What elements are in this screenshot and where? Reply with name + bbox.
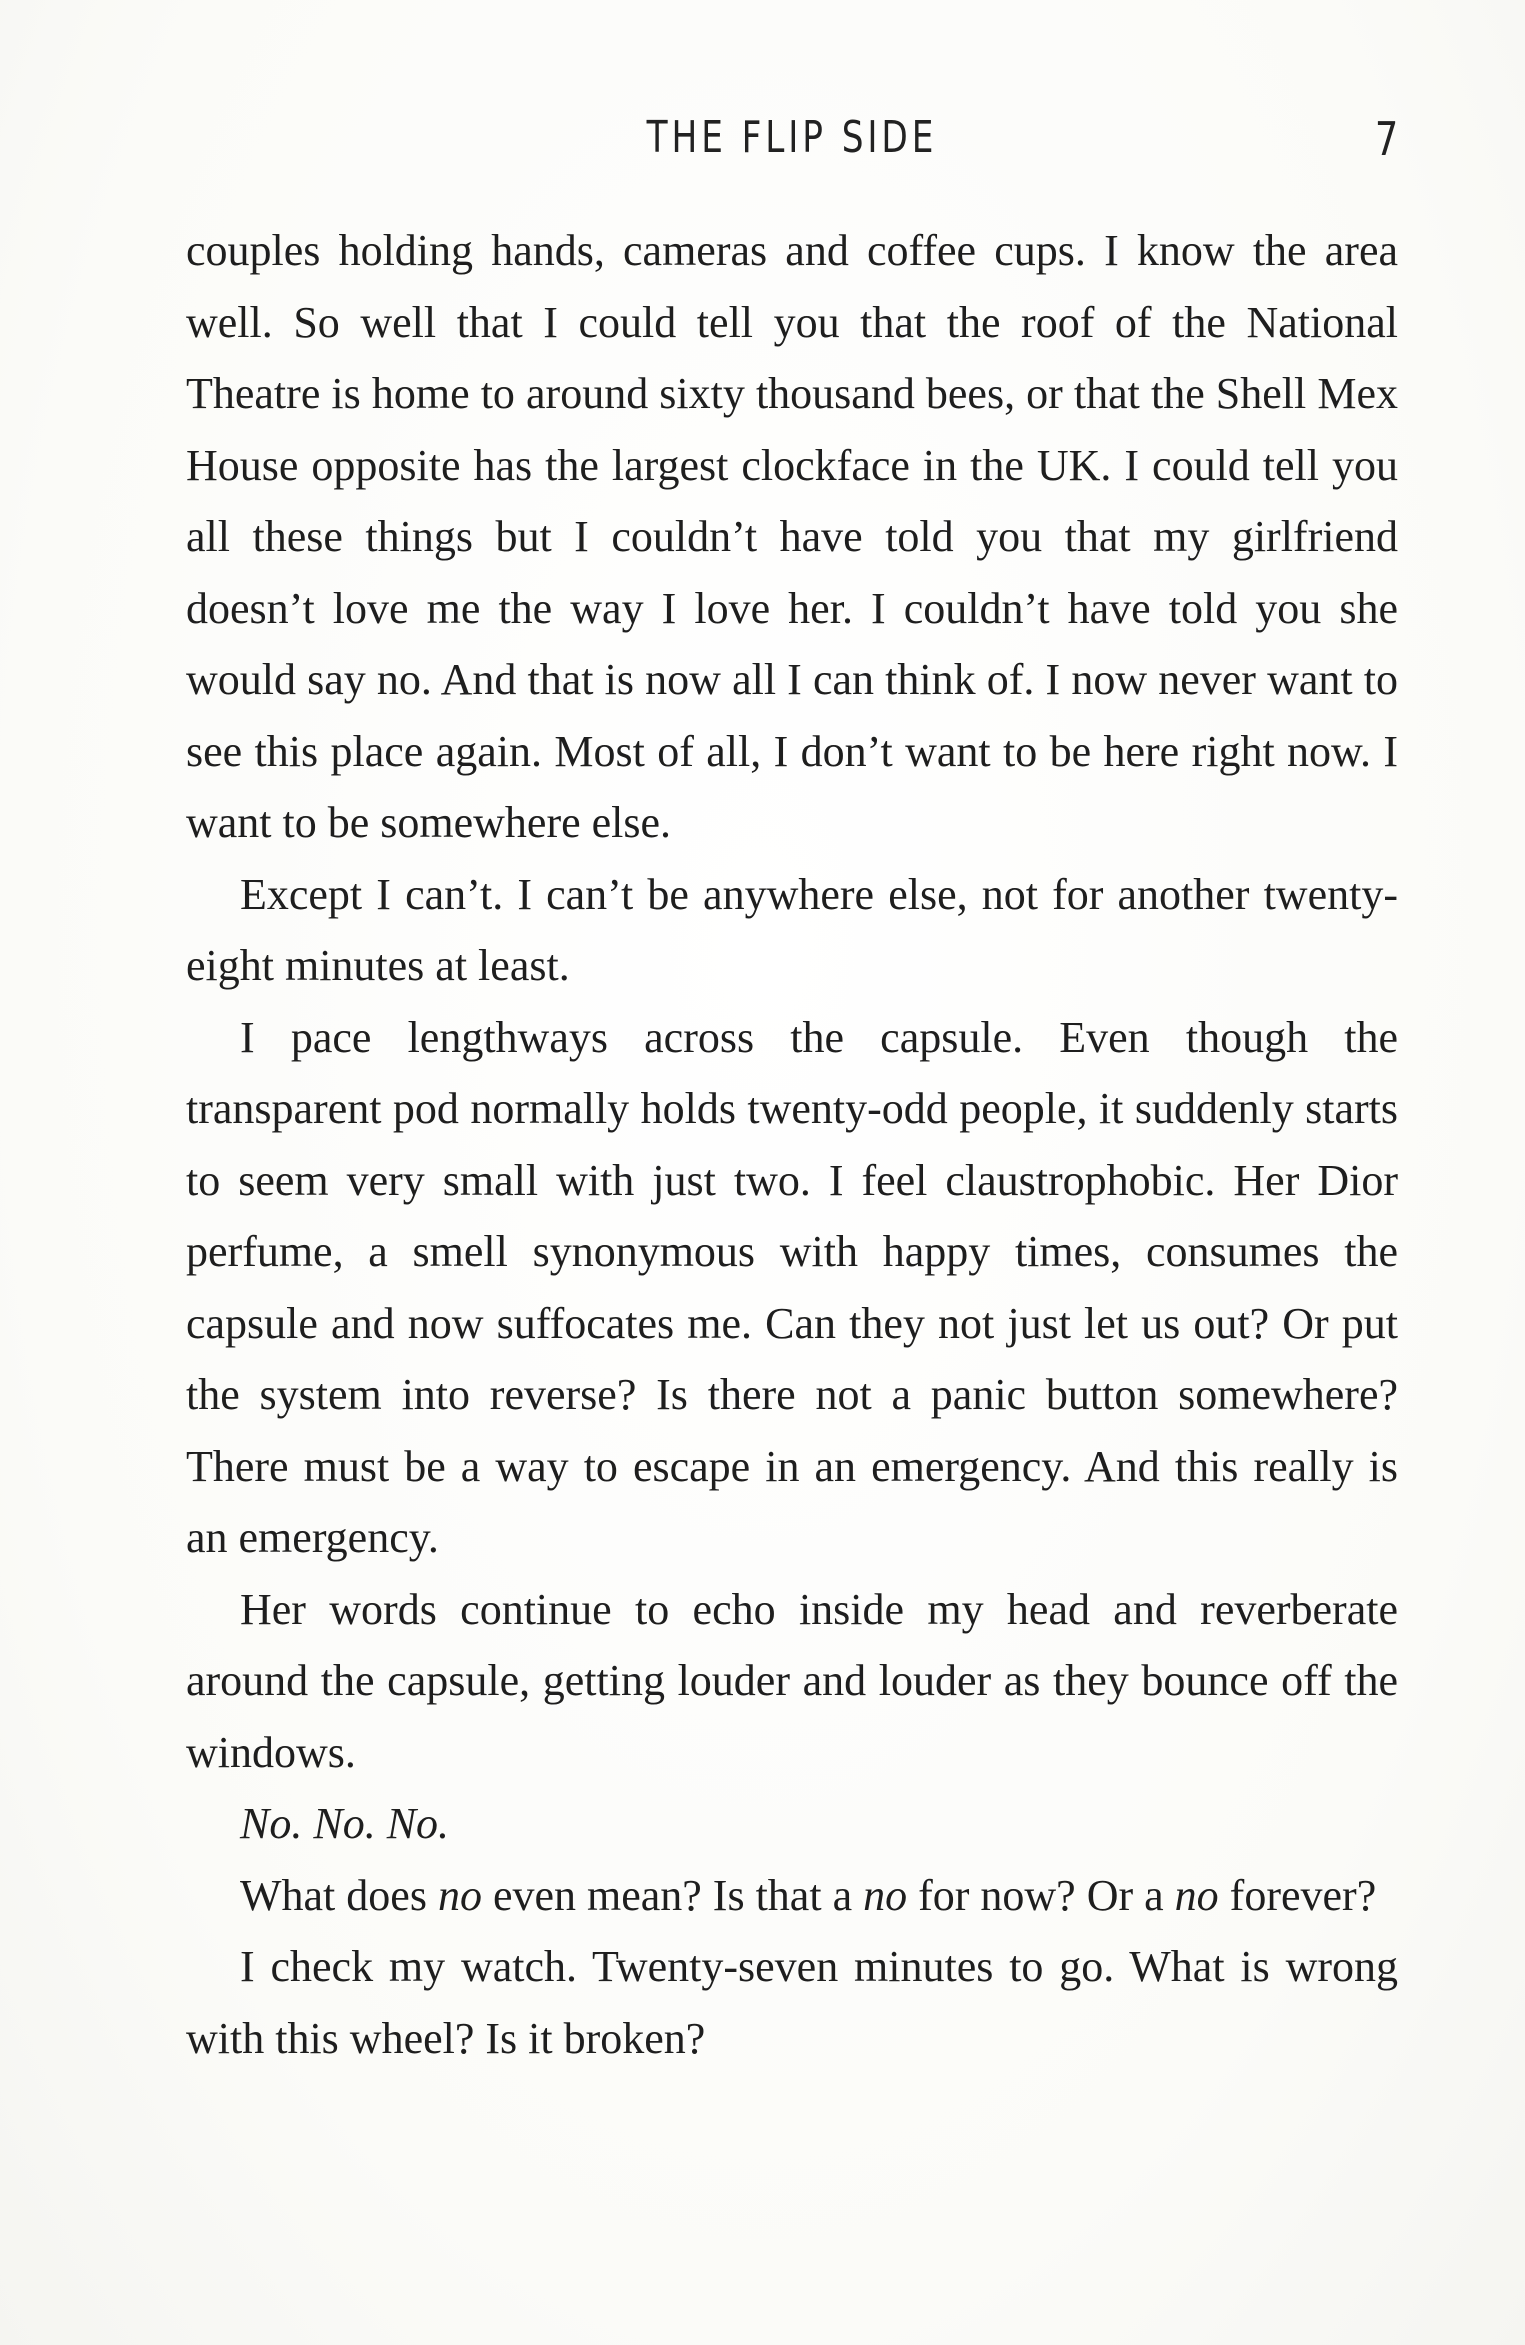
text-segment: forever? bbox=[1218, 1870, 1377, 1920]
paragraph-p7 bbox=[186, 1931, 1398, 2074]
italic-text: No. No. No. bbox=[240, 1799, 450, 1848]
paragraph-p6 bbox=[186, 1860, 1398, 1932]
text-segment: What does bbox=[240, 1870, 438, 1920]
running-head-title: THE FLIP SIDE bbox=[646, 112, 938, 163]
paragraph-p1 bbox=[186, 215, 1398, 859]
paragraph-p4 bbox=[186, 1574, 1398, 1789]
page-number: 7 bbox=[1374, 112, 1398, 166]
text-segment: I check my watch. Twenty-seven minutes to go. What is wrong with this wheel? Is it broken? bbox=[186, 1942, 1398, 2063]
text-segment: even mean? Is that a bbox=[481, 1870, 864, 1920]
italic-text: no bbox=[863, 1870, 908, 1920]
text-segment: for now? Or a bbox=[907, 1870, 1175, 1920]
running-head bbox=[186, 112, 1398, 172]
italic-text: no bbox=[1174, 1870, 1219, 1920]
text-segment: Her words continue to echo inside my head and reverberate around the capsule, getting louder and louder as they bounce off the windows. bbox=[186, 1584, 1398, 1777]
text-segment: couples holding hands, cameras and coffee cups. I know the area well. So well that I could tell you that the roof of the National Theatre is home to around sixty thousand bees, or that the Shell Mex House opposite has the largest clockface in the UK. I could tell you all these things but I couldn’t have told you that my girlfriend doesn’t love me the way I love her. I couldn’t have told you she would say no. And that is now all I can think of. I now never want to see this place again. Most of all, I don’t want to be here right now. I want to be somewhere else. bbox=[186, 226, 1398, 847]
body-text bbox=[186, 215, 1398, 2074]
paragraph-p3 bbox=[186, 1002, 1398, 1574]
paragraph-p5 bbox=[186, 1788, 1398, 1860]
text-segment: Except I can’t. I can’t be anywhere else, not for another twenty-eight minutes at least. bbox=[186, 869, 1398, 990]
paragraph-p2 bbox=[186, 859, 1398, 1002]
italic-text: no bbox=[437, 1870, 482, 1920]
text-segment: I pace lengthways across the capsule. Even though the transparent pod normally holds twenty-odd people, it suddenly starts to seem very small with just two. I feel claustrophobic. Her Dior perfume, a smell synonymous with happy times, consumes the capsule and now suffocates me. Can they not just let us out? Or put the system into reverse? Is there not a panic button somewhere? There must be a way to escape in an emergency. And this really is an emergency. bbox=[186, 1012, 1398, 1562]
